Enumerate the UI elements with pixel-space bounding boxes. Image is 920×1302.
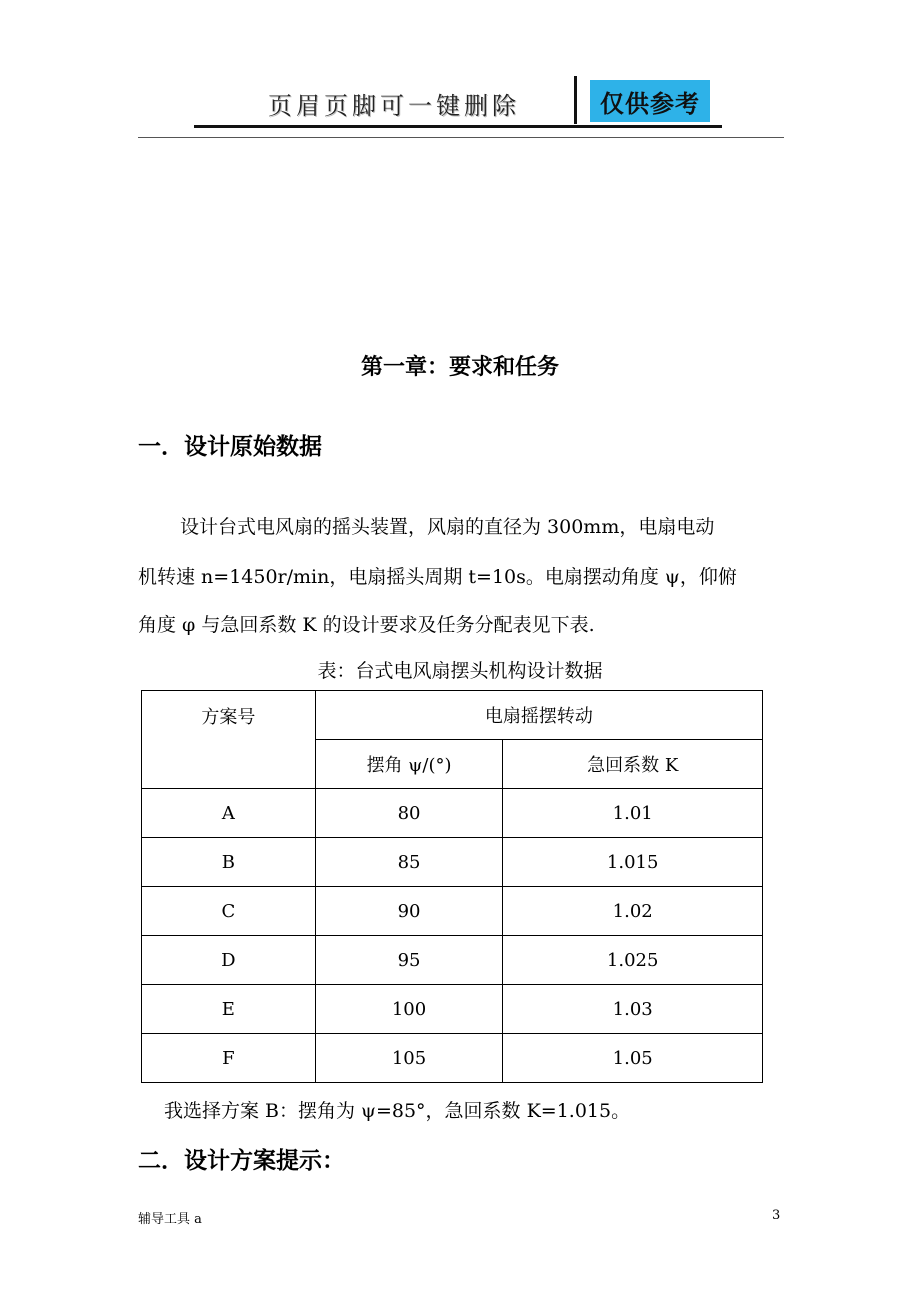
cell-angle: 90 — [315, 887, 503, 936]
cell-k: 1.05 — [503, 1034, 763, 1083]
cell-plan: F — [142, 1034, 316, 1083]
table-row — [142, 838, 763, 887]
table-header-row — [142, 691, 763, 740]
header-rule-thin — [138, 137, 784, 138]
cell-k: 1.03 — [503, 985, 763, 1034]
cell-k: 1.01 — [503, 789, 763, 838]
table-row — [142, 1034, 763, 1083]
cell-plan: B — [142, 838, 316, 887]
paragraph-line: 角度 φ 与急回系数 K 的设计要求及任务分配表见下表. — [138, 614, 595, 636]
table-row — [142, 936, 763, 985]
chapter-title: 第一章：要求和任务 — [360, 355, 559, 380]
paragraph-line: 机转速 n=1450r/min，电扇摇头周期 t=10s。电扇摆动角度 ψ，仰俯 — [138, 566, 737, 588]
cell-plan: C — [142, 887, 316, 936]
cell-angle: 85 — [315, 838, 503, 887]
paragraph-line: 设计台式电风扇的摇头装置，风扇的直径为 300mm，电扇电动 — [180, 516, 715, 538]
cell-angle: 105 — [315, 1034, 503, 1083]
chosen-plan-text: 我选择方案 B：摆角为 ψ=85°，急回系数 K=1.015。 — [164, 1100, 631, 1122]
section-heading-design-hints: 二．设计方案提示： — [138, 1148, 345, 1174]
footer-label: 辅导工具 a — [138, 1212, 202, 1227]
cell-plan: D — [142, 936, 316, 985]
cell-plan: E — [142, 985, 316, 1034]
cell-angle: 100 — [315, 985, 503, 1034]
section-heading-original-data: 一．设计原始数据 — [138, 434, 322, 460]
cell-k: 1.015 — [503, 838, 763, 887]
page-number: 3 — [772, 1208, 781, 1223]
table-caption: 表：台式电风扇摆头机构设计数据 — [317, 660, 603, 682]
header-separator — [574, 76, 577, 124]
table-row — [142, 887, 763, 936]
reference-only-badge: 仅供参考 — [590, 80, 710, 122]
cell-plan: A — [142, 789, 316, 838]
cell-k: 1.02 — [503, 887, 763, 936]
header-text: 页眉页脚可一键删除 — [268, 92, 520, 120]
table-row — [142, 789, 763, 838]
header-fan-swing: 电扇摇摆转动 — [315, 691, 762, 740]
header-plan-number: 方案号 — [142, 691, 316, 789]
design-data-table — [141, 690, 763, 1083]
cell-k: 1.025 — [503, 936, 763, 985]
header-return-coefficient: 急回系数 K — [503, 740, 763, 789]
header-swing-angle: 摆角 ψ/(°) — [315, 740, 503, 789]
table-row — [142, 985, 763, 1034]
cell-angle: 95 — [315, 936, 503, 985]
header-rule-thick — [194, 125, 722, 128]
cell-angle: 80 — [315, 789, 503, 838]
